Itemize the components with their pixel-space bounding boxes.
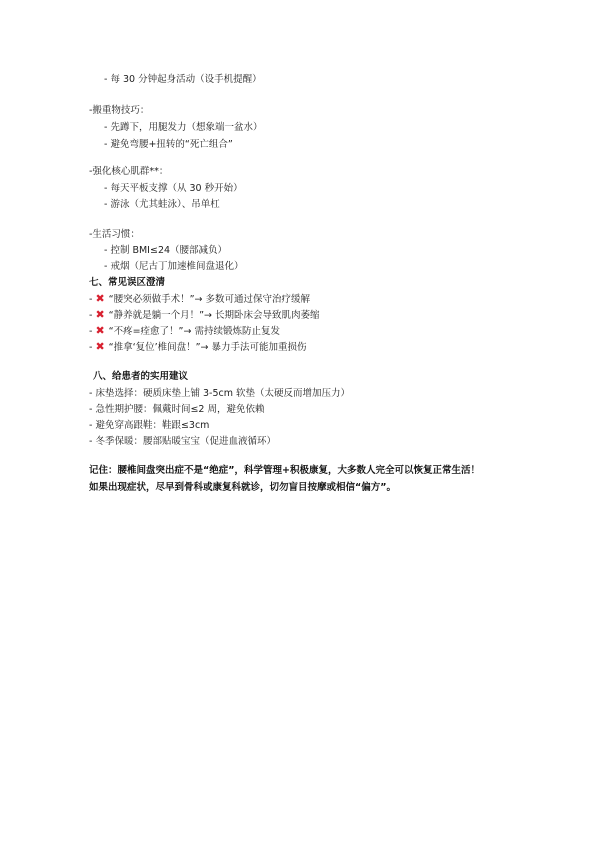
cross-mark-icon: ✖ [95, 340, 105, 353]
conclusion-line: 如果出现症状，尽早到骨科或康复科就诊，切勿盲目按摩或相信“偏方”。 [89, 482, 396, 493]
myth-text: “腰突必须做手术！”→ 多数可通过保守治疗缓解 [108, 294, 310, 305]
myth-item [89, 325, 280, 338]
advice-heading: 八、给患者的实用建议 [93, 371, 189, 382]
tip-item-activity: - 每 30 分钟起身活动（设手机提醒） [104, 74, 262, 85]
habits-item: - 戒烟（尼古丁加速椎间盘退化） [104, 261, 244, 272]
core-item: - 游泳（尤其蛙泳）、吊单杠 [104, 199, 220, 210]
habits-item: - 控制 BMI≤24（腰部减负） [104, 245, 228, 256]
advice-item: - 冬季保暖：腰部贴暖宝宝（促进血液循环） [89, 436, 276, 447]
advice-item: - 避免穿高跟鞋：鞋跟≤3cm [89, 420, 210, 431]
myth-text: “静养就是躺一个月！”→ 长期卧床会导致肌肉萎缩 [108, 310, 320, 321]
myth-dash: - [89, 294, 93, 305]
myth-dash: - [89, 326, 93, 337]
myth-item [89, 293, 310, 306]
core-item: - 每天平板支撑（从 30 秒开始） [104, 183, 243, 194]
conclusion-line: 记住：腰椎间盘突出症不是“绝症”，科学管理+积极康复，大多数人完全可以恢复正常生活！ [89, 465, 480, 476]
myth-item [89, 309, 319, 322]
myth-text: “推拿‘复位’椎间盘！”→ 暴力手法可能加重损伤 [108, 342, 307, 353]
cross-mark-icon: ✖ [95, 308, 105, 321]
lifting-item: - 先蹲下，用腿发力（想象端一盆水） [104, 122, 263, 133]
advice-item: - 急性期护腰：佩戴时间≤2 周，避免依赖 [89, 404, 265, 415]
myth-item [89, 341, 307, 354]
lifting-item: - 避免弯腰+扭转的“死亡组合” [104, 139, 233, 150]
habits-heading: -生活习惯： [89, 229, 140, 240]
core-heading: -强化核心肌群**： [89, 166, 169, 177]
advice-item: - 床垫选择：硬质床垫上铺 3-5cm 软垫（太硬反而增加压力） [89, 388, 350, 399]
myth-dash: - [89, 310, 93, 321]
myths-heading: 七、常见误区澄清 [89, 277, 166, 288]
cross-mark-icon: ✖ [95, 324, 105, 337]
lifting-heading: -搬重物技巧： [89, 105, 150, 116]
myth-text: “不疼=痊愈了！”→ 需持续锻炼防止复发 [108, 326, 280, 337]
myth-dash: - [89, 342, 93, 353]
cross-mark-icon: ✖ [95, 292, 105, 305]
